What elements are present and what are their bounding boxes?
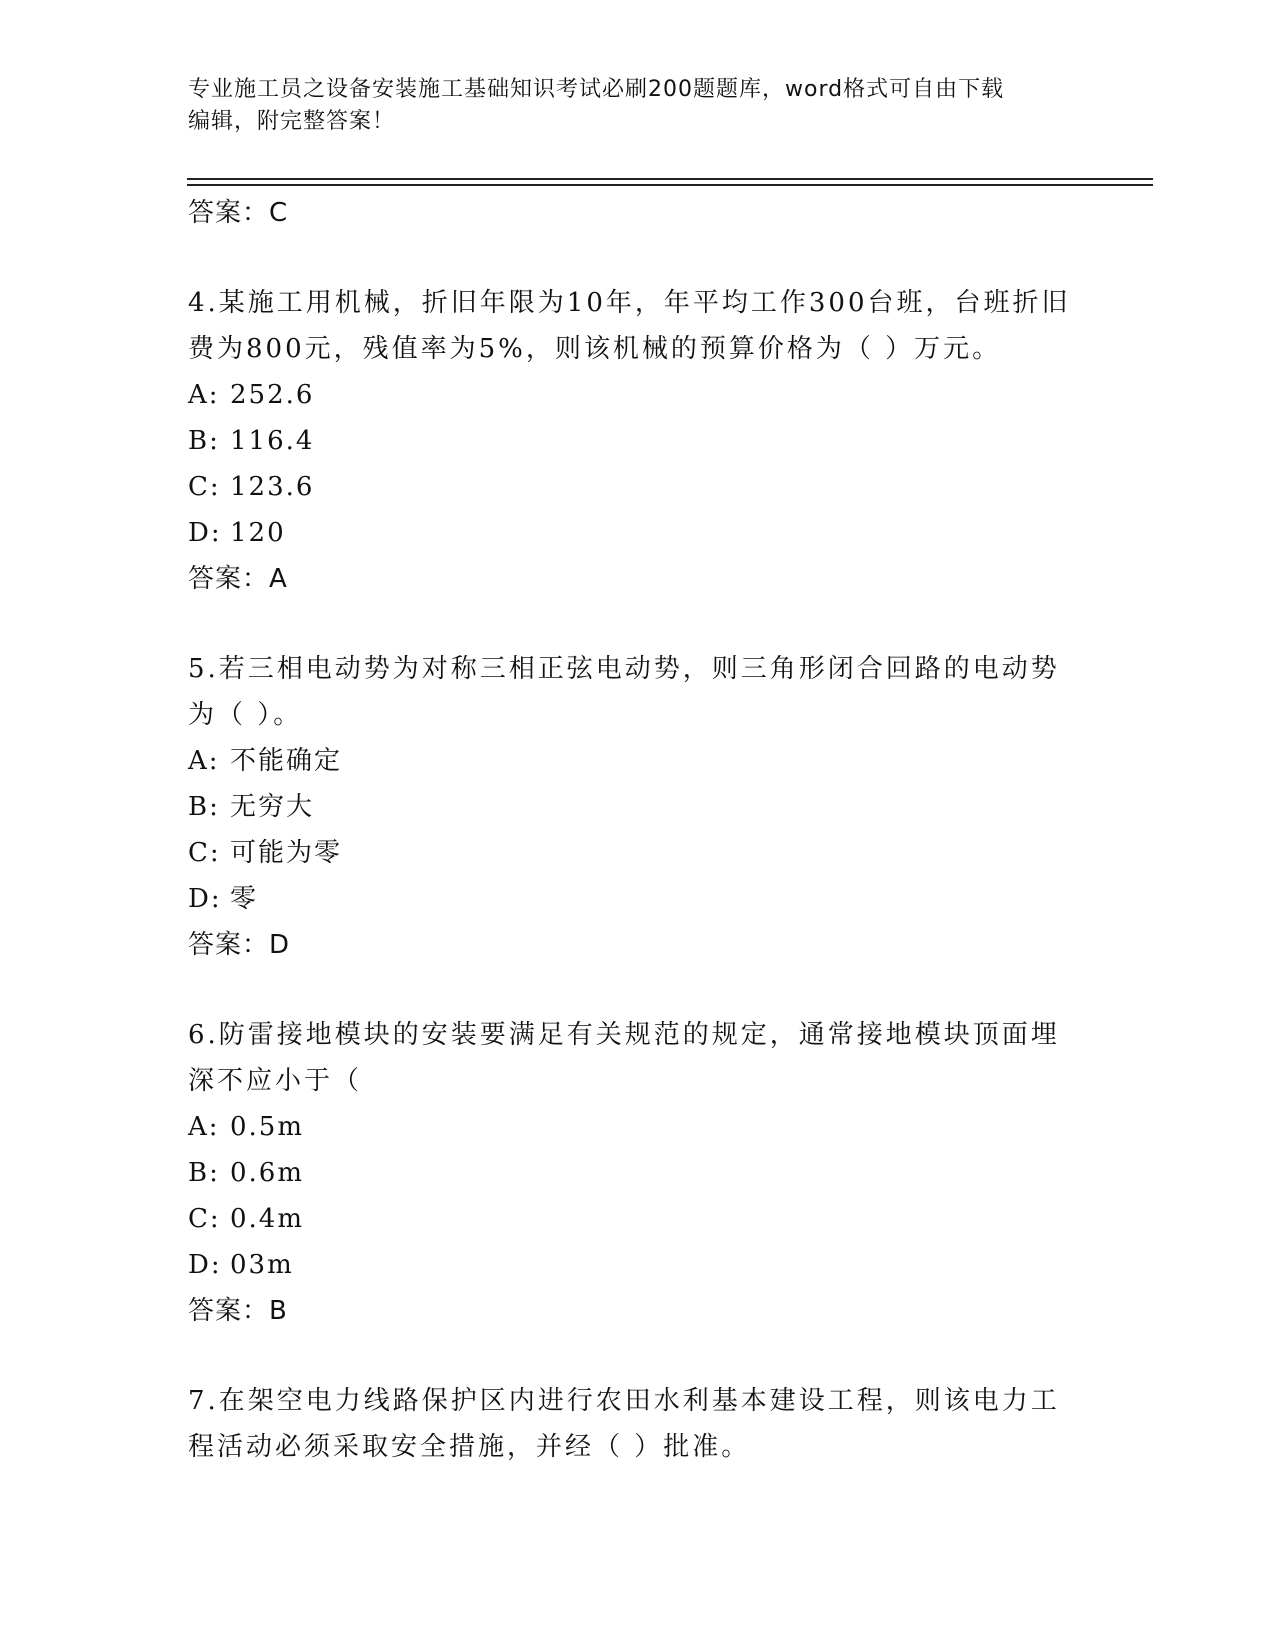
option-letter: C: [188,1204,221,1234]
option-a [188,1104,1088,1150]
question-text: 5.若三相电动势为对称三相正弦电动势，则三角形闭合回路的电动势为（ ）。 [188,654,1060,730]
previous-answer: 答案：C [188,198,289,228]
question-7 [188,1378,1088,1470]
option-d [188,1242,1088,1288]
question-list [188,190,1088,1470]
option-value: 03m [230,1250,294,1280]
option-value: 252.6 [230,380,315,410]
option-letter: B: [188,1158,220,1188]
option-b [188,784,1088,830]
option-a [188,372,1088,418]
option-value: 123.6 [230,472,315,502]
question-5 [188,646,1088,968]
option-value: 可能为零 [230,838,343,868]
option-letter: B: [188,792,220,822]
option-value: 无穷大 [230,792,315,822]
option-value: 120 [230,518,286,548]
header-divider-top [187,178,1153,180]
question-text: 4.某施工用机械，折旧年限为10年，年平均工作300台班，台班折旧费为800元，残值率为5%，则该机械的预算价格为（ ）万元。 [188,288,1071,364]
option-letter: B: [188,426,220,456]
header-line-2: 编辑，附完整答案！ [188,109,396,134]
question-text: 7.在架空电力线路保护区内进行农田水利基本建设工程，则该电力工程活动必须采取安全措施，并经（ ）批准。 [188,1386,1060,1462]
option-letter: D: [188,1250,222,1280]
option-c [188,830,1088,876]
option-value: 116.4 [230,426,315,456]
header-line-1: 专业施工员之设备安装施工基础知识考试必刷200题题库，word格式可自由下载 [188,77,1005,102]
option-value: 0.4m [230,1204,305,1234]
option-c [188,1196,1088,1242]
option-value: 零 [230,884,259,914]
spacer [188,968,1088,1012]
spacer [188,1334,1088,1378]
question-6 [188,1012,1088,1334]
option-letter: C: [188,472,221,502]
option-letter: A: [188,746,220,776]
answer: 答案：B [188,1296,288,1326]
option-letter: C: [188,838,221,868]
spacer [188,602,1088,646]
option-letter: D: [188,884,222,914]
question-text: 6.防雷接地模块的安装要满足有关规范的规定，通常接地模块顶面埋深不应小于（ [188,1020,1060,1096]
option-value: 0.5m [230,1112,305,1142]
spacer [188,236,1088,280]
header-divider-bottom [187,184,1153,186]
option-value: 不能确定 [230,746,343,776]
option-letter: A: [188,380,220,410]
document-header [188,74,1068,138]
option-c [188,464,1088,510]
answer: 答案：D [188,930,291,960]
question-4 [188,280,1088,602]
option-a [188,738,1088,784]
option-b [188,418,1088,464]
option-value: 0.6m [230,1158,305,1188]
option-d [188,510,1088,556]
option-letter: A: [188,1112,220,1142]
option-d [188,876,1088,922]
answer: 答案：A [188,564,288,594]
option-b [188,1150,1088,1196]
option-letter: D: [188,518,222,548]
